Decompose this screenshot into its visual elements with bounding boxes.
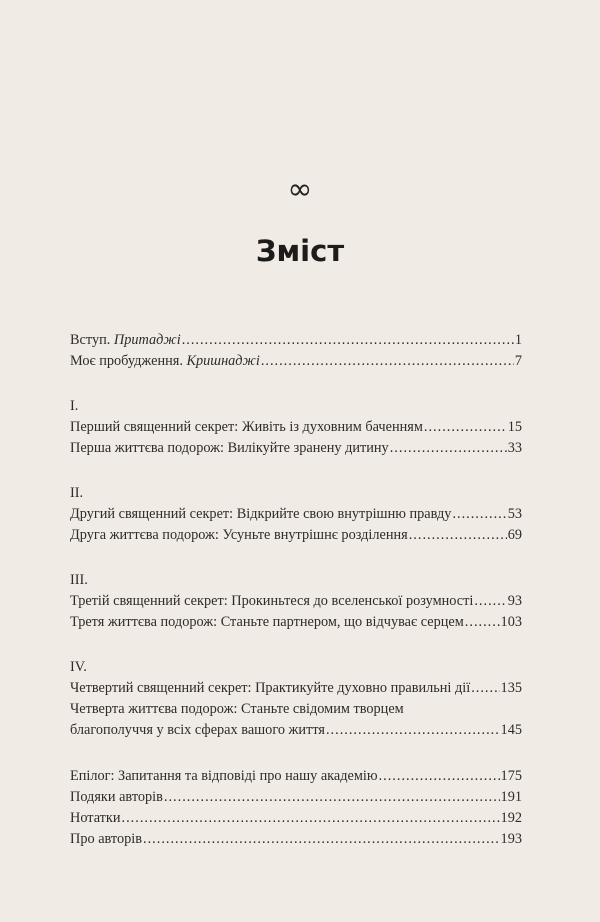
page-number: 193: [500, 831, 522, 847]
entry-title: Вступ.: [70, 332, 111, 348]
entry-title: Перша життєва подорож: Вилікуйте зранену дитину: [70, 440, 389, 456]
page-number: 33: [507, 440, 522, 456]
page-number: 191: [500, 789, 522, 805]
page-number: 15: [507, 419, 522, 435]
toc-entry-line2[interactable]: [70, 720, 522, 741]
page-number: 93: [507, 593, 522, 609]
dot-leader: [390, 438, 507, 459]
toc-entry[interactable]: [70, 504, 522, 525]
toc-entry[interactable]: [70, 438, 522, 459]
toc-entry[interactable]: [70, 525, 522, 546]
dot-leader: [182, 330, 514, 351]
entry-author: Притаджі: [113, 332, 181, 348]
toc-entry[interactable]: [70, 330, 522, 351]
entry-title: Другий священний секрет: Відкрийте свою внутрішню правду: [70, 506, 452, 522]
toc-entry[interactable]: [70, 612, 522, 633]
toc-entry[interactable]: [70, 678, 522, 699]
section-numeral: IV.: [70, 659, 87, 675]
page-number: 1: [514, 332, 522, 348]
entry-title: Третій священний секрет: Прокиньтеся до вселенської розумності: [70, 593, 474, 609]
toc-entry[interactable]: [70, 417, 522, 438]
toc-entry-line1[interactable]: [70, 699, 522, 720]
dot-leader: [409, 525, 507, 546]
page-number: 69: [507, 527, 522, 543]
entry-title-continuation: благополуччя у всіх сферах вашого життя: [70, 722, 325, 738]
page-number: 103: [500, 614, 522, 630]
toc-entry[interactable]: [70, 766, 522, 787]
toc-entry[interactable]: [70, 829, 522, 850]
entry-title: Моє пробудження.: [70, 353, 183, 369]
dot-leader: [326, 720, 500, 741]
page-number: 145: [500, 722, 522, 738]
dot-leader: [122, 808, 500, 829]
entry-title: Нотатки: [70, 810, 121, 826]
dot-leader: [164, 787, 500, 808]
dot-leader: [261, 351, 514, 372]
toc-entry[interactable]: [70, 351, 522, 372]
dot-leader: [424, 417, 507, 438]
section-numeral: II.: [70, 485, 84, 501]
toc-entry[interactable]: [70, 808, 522, 829]
entry-title: Епілог: Запитання та відповіді про нашу академію: [70, 768, 378, 784]
toc-entry[interactable]: [70, 787, 522, 808]
entry-title: Четвертий священний секрет: Практикуйте духовно правильні дії: [70, 680, 471, 696]
page-number: 53: [507, 506, 522, 522]
entry-title: Друга життєва подорож: Усуньте внутрішнє розділення: [70, 527, 408, 543]
page-number: 135: [500, 680, 522, 696]
table-of-contents: [70, 330, 522, 850]
page-number: 175: [500, 768, 522, 784]
page-title: Зміст: [255, 234, 345, 268]
entry-title: Четверта життєва подорож: Станьте свідомим творцем: [70, 701, 404, 717]
dot-leader: [452, 504, 506, 525]
page-number: 192: [500, 810, 522, 826]
entry-author: Кришнаджі: [186, 353, 260, 369]
entry-title: Подяки авторів: [70, 789, 163, 805]
dot-leader: [465, 612, 500, 633]
entry-title: Про авторів: [70, 831, 143, 847]
dot-leader: [143, 829, 500, 850]
dot-leader: [471, 678, 499, 699]
entry-title: Перший священний секрет: Живіть із духовним баченням: [70, 419, 423, 435]
section-numeral: III.: [70, 572, 88, 588]
dot-leader: [379, 766, 500, 787]
section-numeral: I.: [70, 398, 79, 414]
toc-entry[interactable]: [70, 591, 522, 612]
entry-title: Третя життєва подорож: Станьте партнером, що відчуває серцем: [70, 614, 464, 630]
page-number: 7: [514, 353, 522, 369]
infinity-ornament-icon: ∞: [287, 172, 313, 207]
dot-leader: [474, 591, 506, 612]
